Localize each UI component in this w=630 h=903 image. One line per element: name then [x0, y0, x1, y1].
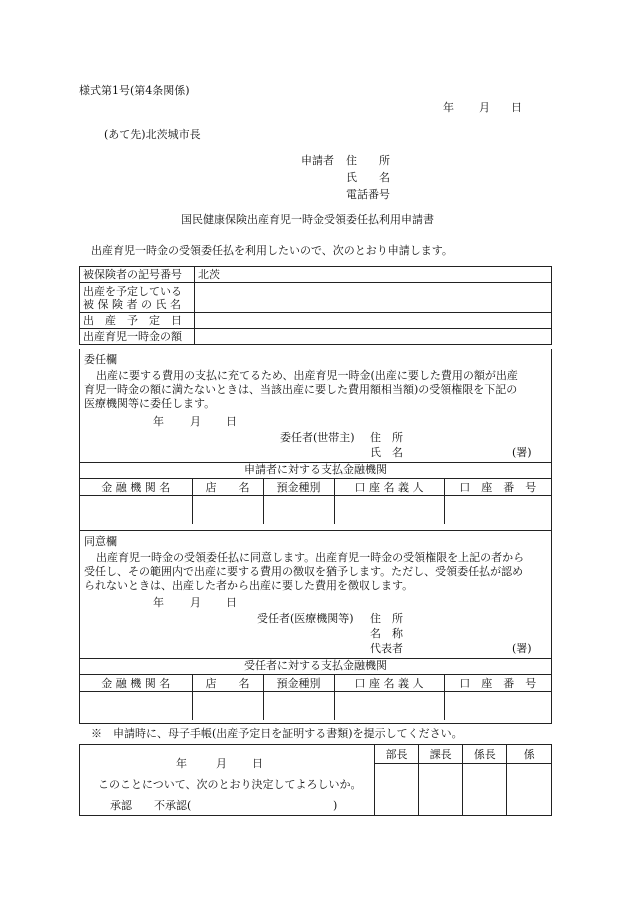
account-number-header: 口 座 番 号	[444, 479, 551, 496]
applicant-address-label: 住 所	[346, 154, 390, 167]
bank-name-header: 金 融 機 関 名	[80, 479, 192, 496]
stamp-cell-section-chief[interactable]	[419, 764, 463, 816]
insured-info-table	[79, 266, 552, 345]
delegation-text-line1: 出産に要する費用の支払に充てるため、出産育児一時金(出産に要した費用の額が出産	[96, 369, 518, 382]
date-month: 月	[479, 101, 490, 114]
branch-cell[interactable]	[192, 692, 263, 721]
note-text: ※ 申請時に、母子手帳(出産予定日を証明する書類)を提示してください。	[91, 727, 463, 740]
expectant-name-label: 出産を予定している 被 保 険 者 の 氏 名	[80, 283, 195, 313]
applicant-bank-block	[80, 462, 551, 524]
delegation-text-line2: 育児一時金の額に満たないときは、当該出産に要した費用額相当額)の受領権限を下記の	[84, 383, 518, 396]
applicant-name-label: 氏 名	[346, 171, 390, 184]
decision-box	[79, 744, 552, 816]
consent-date-year: 年	[153, 596, 164, 609]
account-number-cell[interactable]	[444, 692, 551, 721]
table-row	[80, 329, 552, 345]
delegation-heading: 委任欄	[84, 353, 117, 366]
bank-name-header: 金 融 機 関 名	[80, 675, 192, 692]
delegatee-bank-table	[80, 674, 551, 720]
branch-header: 店 名	[192, 479, 263, 496]
applicant-bank-table	[80, 478, 551, 524]
addressee: (あて先)北茨城市長	[104, 128, 201, 141]
account-number-header: 口 座 番 号	[444, 675, 551, 692]
stamp-cell-subsection-chief[interactable]	[463, 764, 507, 816]
disapprove-label[interactable]: 不承認(	[154, 799, 192, 812]
account-holder-cell[interactable]	[334, 496, 444, 525]
delegatee-org-label: 名 称	[370, 627, 403, 640]
decision-date-day: 日	[252, 757, 263, 770]
delegatee-representative-label: 代表者	[370, 642, 403, 655]
role-staff: 係	[507, 745, 551, 764]
applicant-bank-title: 申請者に対する支払金融機関	[80, 462, 551, 478]
insured-number-label: 被保険者の記号番号	[80, 267, 195, 283]
account-holder-header: 口 座 名 義 人	[334, 675, 444, 692]
intro-text: 出産育児一時金の受領委任払を利用したいので、次のとおり申請します。	[91, 244, 453, 257]
table-row	[375, 745, 552, 764]
stamp-cell-director[interactable]	[375, 764, 419, 816]
table-row	[80, 283, 552, 313]
date-year: 年	[443, 101, 454, 114]
delegatee-seal: (署)	[512, 642, 532, 655]
decision-date-year: 年	[176, 757, 187, 770]
lump-sum-amount-label: 出産育児一時金の額	[80, 329, 195, 345]
delegator-label: 委任者(世帯主)	[280, 431, 355, 444]
stamp-cell-staff[interactable]	[507, 764, 551, 816]
decision-date-month: 月	[216, 757, 227, 770]
table-row	[80, 675, 551, 692]
due-date-label: 出 産 予 定 日	[80, 313, 195, 329]
consent-heading: 同意欄	[84, 535, 117, 548]
delegation-date-month: 月	[190, 415, 201, 428]
delegatee-bank-title: 受任者に対する支払金融機関	[80, 658, 551, 674]
approval-stamp-table	[374, 745, 551, 815]
form-number: 様式第1号(第4条関係)	[79, 84, 190, 97]
account-holder-header: 口 座 名 義 人	[334, 479, 444, 496]
role-section-chief: 課長	[419, 745, 463, 764]
decision-question: このことについて、次のとおり決定してよろしいか。	[98, 778, 362, 791]
applicant-phone-label: 電話番号	[346, 188, 390, 201]
form-title: 国民健康保険出産育児一時金受領委任払利用申請書	[181, 213, 434, 226]
table-row	[80, 313, 552, 329]
consent-text-line1: 出産育児一時金の受領委任払に同意します。出産育児一時金の受領権限を上記の者から	[96, 551, 525, 564]
delegation-section	[79, 349, 552, 531]
table-row	[80, 479, 551, 496]
delegator-address-label: 住 所	[370, 431, 403, 444]
date-day: 日	[511, 101, 522, 114]
due-date-value[interactable]	[195, 313, 552, 329]
consent-text-line2: 受任し、その範囲内で出産に要する費用の徴収を猶予します。ただし、受領委任払が認め	[84, 565, 524, 578]
deposit-type-cell[interactable]	[263, 496, 334, 525]
lump-sum-amount-value[interactable]	[195, 329, 552, 345]
branch-header: 店 名	[192, 675, 263, 692]
delegator-seal: (署)	[512, 446, 532, 459]
delegatee-address-label: 住 所	[370, 612, 403, 625]
delegation-text-line3: 医療機関等に委任します。	[84, 397, 216, 410]
disapprove-close-paren: )	[333, 799, 338, 812]
delegation-date-day: 日	[226, 415, 237, 428]
expectant-name-value[interactable]	[195, 283, 552, 313]
role-director: 部長	[375, 745, 419, 764]
delegation-date-year: 年	[153, 415, 164, 428]
consent-section	[79, 530, 552, 724]
consent-date-month: 月	[190, 596, 201, 609]
bank-name-cell[interactable]	[80, 692, 192, 721]
deposit-type-header: 預金種別	[263, 675, 334, 692]
applicant-label: 申請者	[301, 154, 334, 167]
delegator-name-label: 氏 名	[370, 446, 403, 459]
delegatee-label: 受任者(医療機関等)	[257, 612, 354, 625]
role-subsection-chief: 係長	[463, 745, 507, 764]
delegatee-bank-block	[80, 658, 551, 720]
consent-date-day: 日	[226, 596, 237, 609]
table-row	[375, 764, 552, 816]
branch-cell[interactable]	[192, 496, 263, 525]
approve-label[interactable]: 承認	[110, 799, 132, 812]
bank-name-cell[interactable]	[80, 496, 192, 525]
consent-text-line3: られないときは、出産した者から出産に要した費用を徴収します。	[84, 579, 414, 592]
insured-number-value[interactable]: 北茨	[195, 267, 552, 283]
deposit-type-header: 預金種別	[263, 479, 334, 496]
account-number-cell[interactable]	[444, 496, 551, 525]
account-holder-cell[interactable]	[334, 692, 444, 721]
table-row	[80, 267, 552, 283]
table-row	[80, 496, 551, 525]
table-row	[80, 692, 551, 721]
deposit-type-cell[interactable]	[263, 692, 334, 721]
